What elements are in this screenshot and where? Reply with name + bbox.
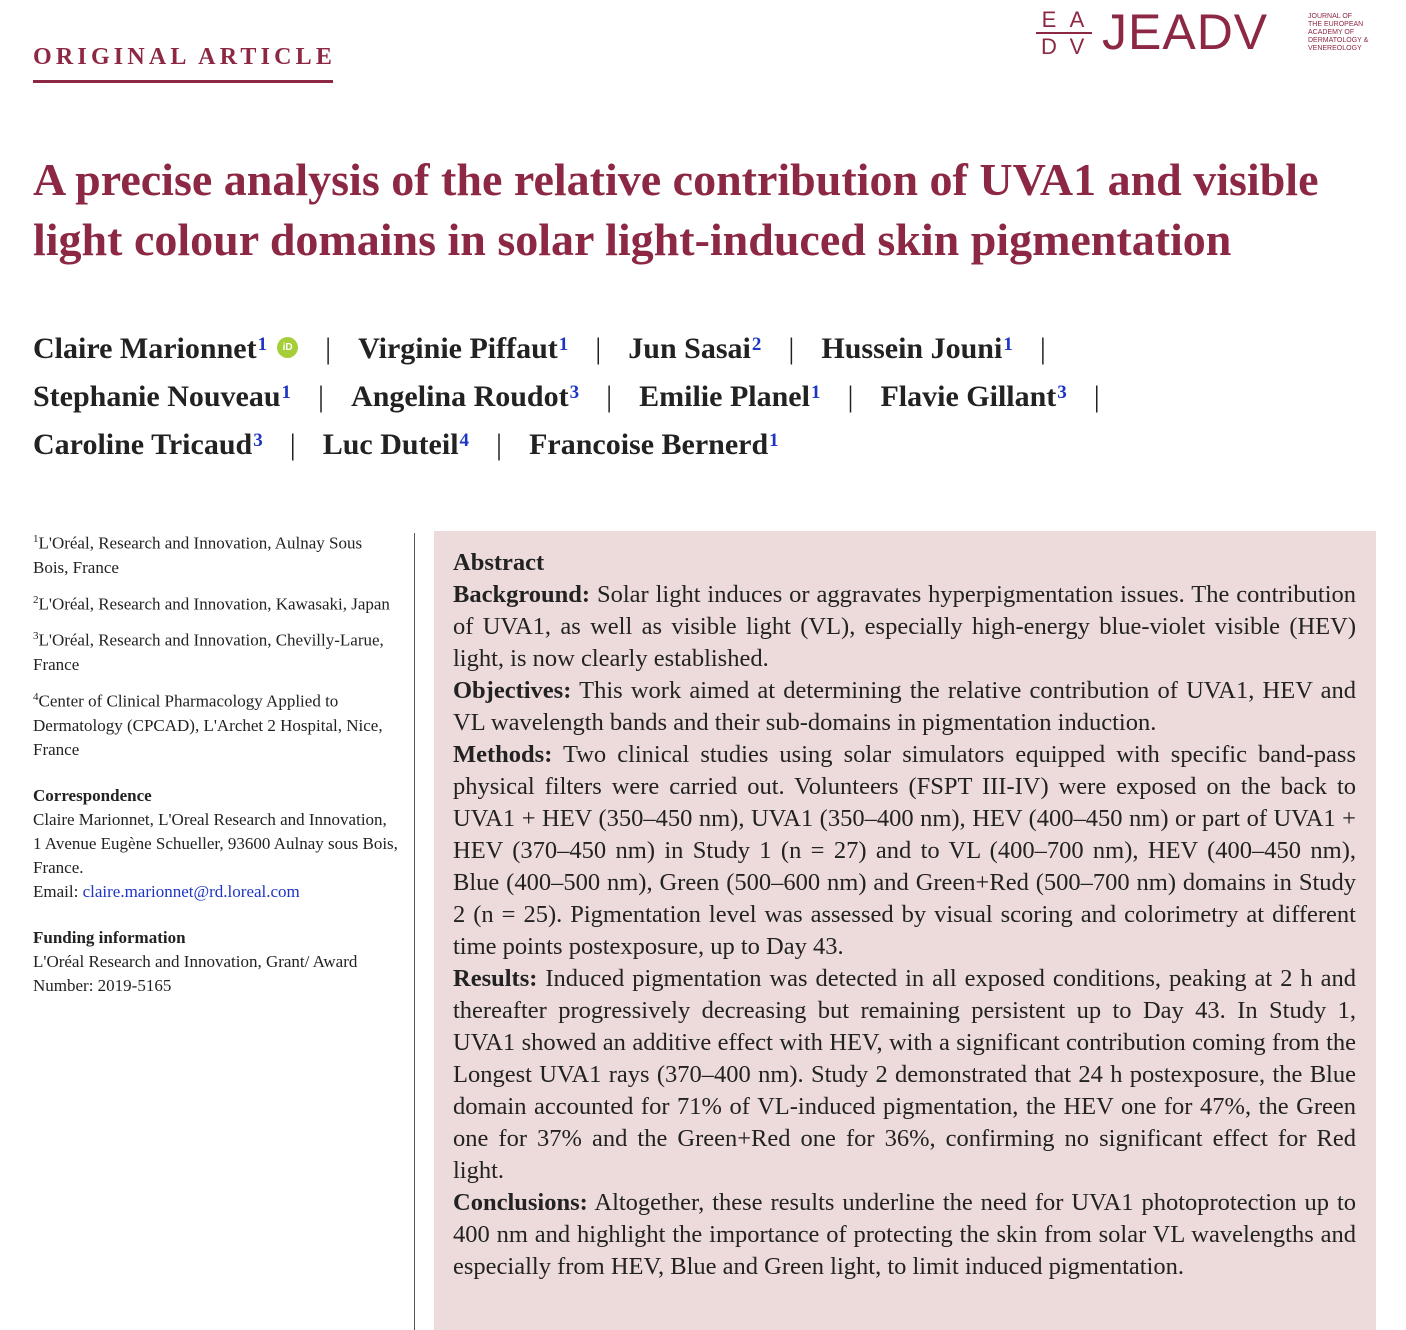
correspondence-heading: Correspondence: [33, 785, 152, 805]
affiliation-ref[interactable]: 3: [1057, 382, 1067, 403]
abstract-conclusions: [453, 1187, 1356, 1283]
author-name: Flavie Gillant: [880, 380, 1057, 413]
author-line: [33, 421, 1393, 469]
affiliation-text: L'Oréal, Research and Innovation, Chevilly-Larue, France: [33, 630, 384, 674]
journal-mark: [1036, 8, 1092, 58]
journal-mark-letter: E: [1041, 7, 1057, 32]
affiliation-ref[interactable]: 4: [459, 430, 470, 451]
affiliation-number: 2: [33, 593, 39, 606]
funding-heading: Funding information: [33, 927, 186, 947]
author[interactable]: [358, 325, 568, 373]
affiliation-ref[interactable]: 3: [253, 430, 263, 451]
affiliation: [33, 527, 398, 580]
journal-subtitle-line: THE EUROPEAN: [1308, 21, 1364, 28]
abstract-results: [453, 963, 1356, 1187]
abstract-label: Conclusions:: [453, 1189, 588, 1216]
affiliation-ref[interactable]: 3: [569, 382, 580, 403]
affiliation-ref[interactable]: 1: [257, 334, 268, 355]
author-name: Francoise Bernerd: [529, 428, 769, 461]
abstract-text: Solar light induces or aggravates hyperpigmentation issues. The contribution of UVA1, as well as visible light (VL), especially high-energy blue-violet visible (HEV) light, is now clearly established.: [453, 581, 1356, 672]
email-label: Email:: [33, 881, 83, 901]
affiliation-ref[interactable]: 1: [810, 382, 821, 403]
author-name: Stephanie Nouveau: [33, 380, 281, 413]
author-separator: |: [606, 380, 613, 413]
abstract-label: Methods:: [453, 741, 553, 768]
author-name: Hussein Jouni: [821, 332, 1003, 365]
affiliation-ref[interactable]: 1: [769, 430, 779, 451]
affiliation-ref[interactable]: 2: [751, 334, 762, 355]
author-name: Caroline Tricaud: [33, 428, 253, 461]
affiliation-text: Center of Clinical Pharmacology Applied to Dermatology (CPCAD), L'Archet 2 Hospital, Nice, France: [33, 691, 383, 759]
author-name: Angelina Roudot: [351, 380, 569, 413]
journal-mark-letter: D: [1041, 34, 1057, 59]
abstract-methods: [453, 739, 1356, 963]
journal-subtitle-line: VENEREOLOGY: [1308, 45, 1362, 52]
abstract-text: This work aimed at determining the relative contribution of UVA1, HEV and VL wavelength bands and their sub-domains in pigmentation induction.: [453, 677, 1356, 736]
author-list: [33, 325, 1393, 469]
email-link[interactable]: claire.marionnet@rd.loreal.com: [82, 881, 300, 901]
author[interactable]: [639, 373, 820, 421]
abstract-box: [434, 531, 1376, 1330]
author-separator: |: [595, 332, 602, 365]
author-name: Luc Duteil: [322, 428, 459, 461]
author[interactable]: [821, 325, 1012, 373]
abstract-label: Background:: [453, 581, 591, 608]
affiliation-number: 4: [33, 690, 39, 703]
journal-mark-letter: A: [1069, 7, 1085, 32]
affiliation-ref[interactable]: 1: [1003, 334, 1013, 355]
author-separator: |: [496, 428, 503, 461]
affiliation-number: 1: [33, 533, 39, 545]
section-underline: [33, 80, 333, 83]
affiliation: [33, 624, 398, 677]
section-label: ORIGINAL ARTICLE: [33, 44, 337, 70]
journal-subtitle: [1308, 13, 1388, 53]
affiliation-text: L'Oréal, Research and Innovation, Aulnay Sous Bois, France: [33, 533, 363, 577]
orcid-icon[interactable]: iD: [277, 337, 298, 358]
article-sidebar: [33, 527, 398, 998]
author[interactable]: [529, 421, 779, 469]
abstract-label: Results:: [453, 965, 538, 992]
author-name: Emilie Planel: [639, 380, 810, 413]
abstract-heading: Abstract: [453, 549, 545, 576]
affiliation: [33, 685, 398, 762]
author[interactable]: [33, 373, 291, 421]
abstract-label: Objectives:: [453, 677, 572, 704]
journal-subtitle-line: ACADEMY OF: [1308, 29, 1355, 36]
abstract-text: Two clinical studies using solar simulators equipped with specific band-pass physical filters were carried out. Volunteers (FSPT III-IV) were exposed on the back to UVA1 + HEV (350–450 nm), UVA1 (350–400 nm), HEV (400–450 nm) or part of UVA1 + HEV (370–450 nm) in Study 1 (n = 27) and to VL (400–700 nm), HEV (400–450 nm), Blue (400–500 nm), Green (500–600 nm) and Green+Red (500–700 nm) domains in Study 2 (n = 25). Pigmentation level was assessed by visual scoring and colorimetry at different time points postexposure, up to Day 43.: [453, 741, 1356, 960]
author-separator: |: [325, 332, 332, 365]
correspondence-text: Claire Marionnet, L'Oreal Research and Innovation, 1 Avenue Eugène Schueller, 93600 Aulnay sous Bois, France.: [33, 809, 398, 877]
author[interactable]: [323, 421, 469, 469]
author-separator: |: [1039, 332, 1046, 365]
author[interactable]: [33, 421, 263, 469]
abstract-text: Induced pigmentation was detected in all exposed conditions, peaking at 2 h and thereafter progressively decreasing but remaining persistent up to Day 43. In Study 1, UVA1 showed an additive effect with HEV, with a significant contribution coming from the Longest UVA1 rays (370–400 nm). Study 2 demonstrated that 24 h postexposure, the Blue domain accounted for 71% of VL-induced pigmentation, the HEV one for 47%, the Green one for 37% and the Green+Red one for 36%, confirming no significant effect for Red light.: [453, 965, 1356, 1184]
affiliation: [33, 588, 398, 617]
author[interactable]: [880, 373, 1066, 421]
journal-logo: [1036, 4, 1381, 60]
abstract-objectives: [453, 675, 1356, 739]
author-separator: |: [847, 380, 854, 413]
author-separator: |: [1093, 380, 1100, 413]
affiliation-ref[interactable]: 1: [281, 382, 292, 403]
author-name: Claire Marionnet: [33, 332, 257, 365]
author[interactable]: [628, 325, 761, 373]
journal-name: JEADV: [1102, 4, 1269, 60]
author-separator: |: [289, 428, 296, 461]
author-separator: |: [788, 332, 795, 365]
author[interactable]: [351, 373, 579, 421]
journal-mark-letter: V: [1069, 34, 1085, 59]
abstract-background: [453, 579, 1356, 675]
author-name: Jun Sasai: [628, 332, 751, 365]
affiliation-ref[interactable]: 1: [558, 334, 569, 355]
affiliation-text: L'Oréal, Research and Innovation, Kawasaki, Japan: [38, 594, 390, 614]
correspondence-email: [33, 880, 398, 904]
journal-subtitle-line: JOURNAL OF: [1308, 13, 1353, 20]
funding-text: L'Oréal Research and Innovation, Grant/ Award Number: 2019-5165: [33, 951, 358, 995]
affiliation-number: 3: [33, 630, 39, 643]
author-line: [33, 373, 1393, 421]
article-title: A precise analysis of the relative contribution of UVA1 and visible light colour domains in solar light-induced skin pigmentation: [33, 154, 1319, 265]
journal-subtitle-line: DERMATOLOGY &: [1308, 37, 1369, 44]
abstract-text: Altogether, these results underline the need for UVA1 photoprotection up to 400 nm and highlight the importance of protecting the skin from solar VL wavelengths and especially from HEV, Blue and Green light, to limit induced pigmentation.: [453, 1189, 1356, 1280]
author-line: [33, 325, 1393, 373]
column-divider: [414, 533, 415, 1330]
author[interactable]: [33, 325, 267, 373]
author-separator: |: [318, 380, 325, 413]
author-name: Virginie Piffaut: [358, 332, 558, 365]
